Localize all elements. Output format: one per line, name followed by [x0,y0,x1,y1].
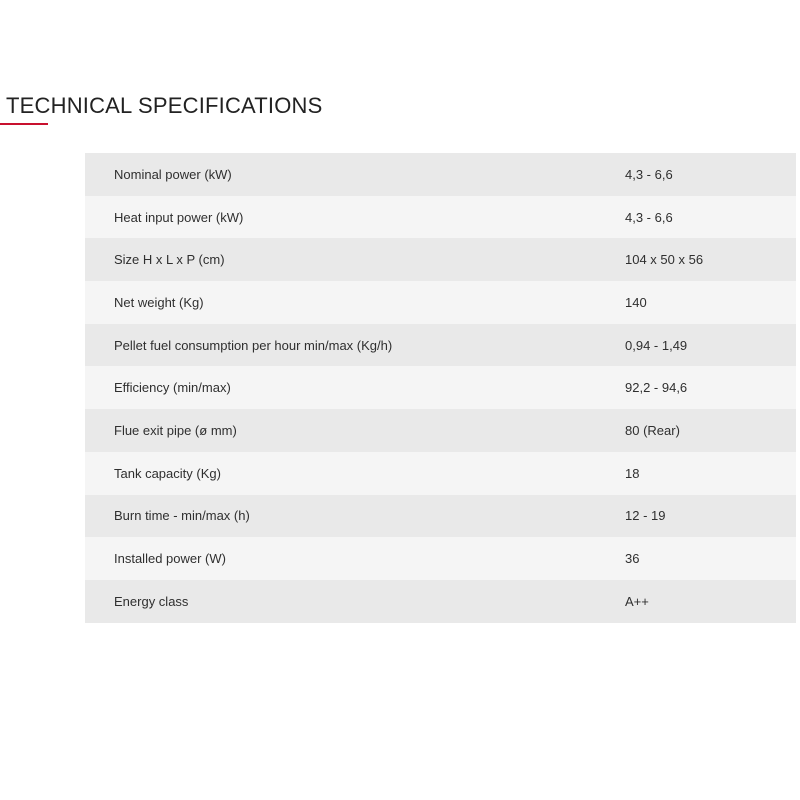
spec-label: Heat input power (kW) [85,196,625,239]
spec-value: A++ [625,580,796,623]
table-row [85,153,796,196]
spec-value: 104 x 50 x 56 [625,238,796,281]
spec-value: 140 [625,281,796,324]
spec-value: 12 - 19 [625,495,796,538]
table-row [85,196,796,239]
table-row [85,324,796,367]
table-row [85,537,796,580]
table-row [85,495,796,538]
spec-label: Size H x L x P (cm) [85,238,625,281]
table-row [85,580,796,623]
spec-value: 4,3 - 6,6 [625,153,796,196]
spec-label: Net weight (Kg) [85,281,625,324]
table-row [85,409,796,452]
spec-label: Tank capacity (Kg) [85,452,625,495]
spec-table [85,153,796,623]
spec-label: Energy class [85,580,625,623]
table-row [85,238,796,281]
table-row [85,452,796,495]
spec-label: Burn time - min/max (h) [85,495,625,538]
table-row [85,366,796,409]
section-title: TECHNICAL SPECIFICATIONS [6,93,323,118]
spec-value: 36 [625,537,796,580]
spec-value: 0,94 - 1,49 [625,324,796,367]
spec-label: Flue exit pipe (ø mm) [85,409,625,452]
spec-label: Pellet fuel consumption per hour min/max (Kg/h) [85,324,625,367]
spec-value: 18 [625,452,796,495]
spec-label: Efficiency (min/max) [85,366,625,409]
spec-label: Installed power (W) [85,537,625,580]
spec-label: Nominal power (kW) [85,153,625,196]
table-row [85,281,796,324]
spec-value: 92,2 - 94,6 [625,366,796,409]
spec-value: 80 (Rear) [625,409,796,452]
title-underline [0,123,48,125]
spec-value: 4,3 - 6,6 [625,196,796,239]
